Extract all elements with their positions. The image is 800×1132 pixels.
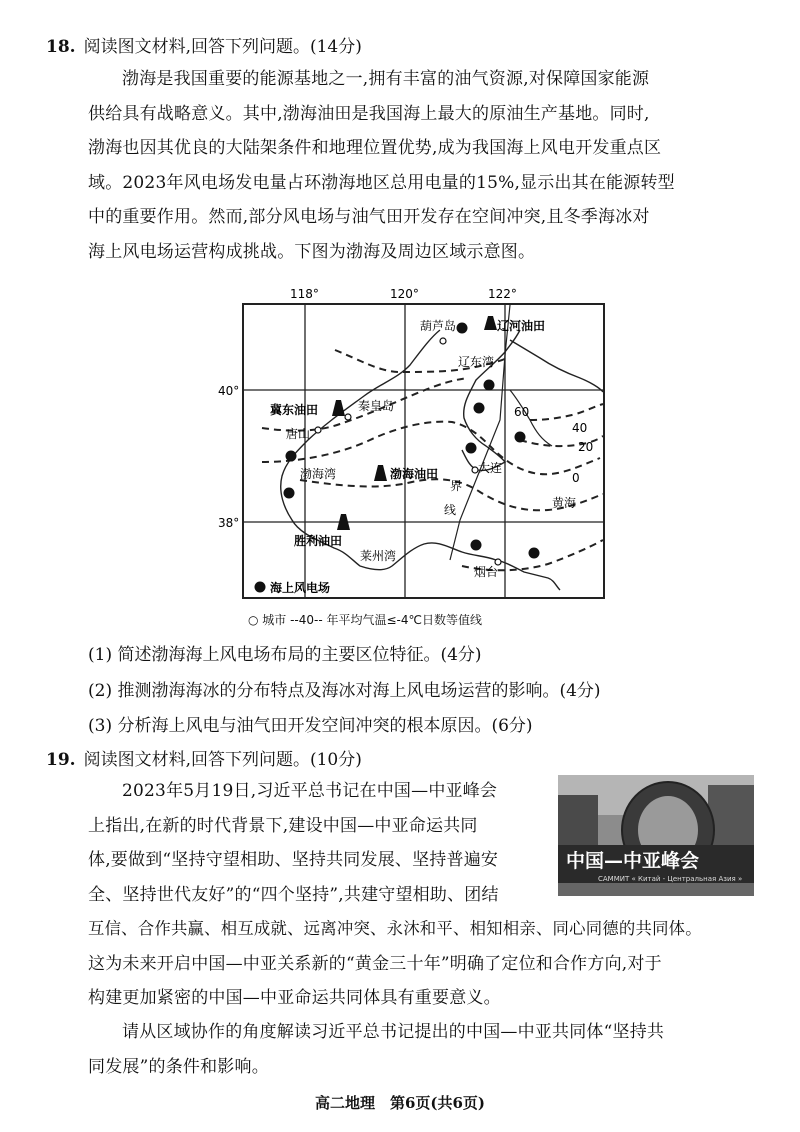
q19-prompt: 阅读图文材料,回答下列问题。(10分) (83, 750, 362, 770)
q19-header (46, 745, 362, 770)
q18-line: 域。2023年风电场发电量占环渤海地区总用电量的15%,显示出其在能源转型 (88, 172, 675, 193)
q18-line: 供给具有战略意义。其中,渤海油田是我国海上最大的原油生产基地。同时, (88, 103, 650, 124)
q19-material-top (88, 774, 548, 912)
legend-windfarm-label: 海上风电场 (270, 581, 331, 595)
windfarm-dot (515, 432, 526, 443)
summit-sign-sub: САММИТ « Китай - Центральная Азия » (598, 875, 743, 883)
windfarm-dot-legend (255, 582, 266, 593)
q18-line: 渤海是我国重要的能源基地之一,拥有丰富的油气资源,对保障国家能源 (122, 69, 650, 89)
lon-label-122: 122° (488, 287, 517, 301)
windfarm-dot (484, 380, 495, 391)
label-jidong: 冀东油田 (270, 403, 319, 417)
isoline-label-40: 40 (572, 421, 588, 435)
q19-question-line: 同发展”的条件和影响。 (88, 1056, 269, 1077)
label-boundary-xian: 线 (444, 503, 457, 517)
label-bohaiwan: 渤海湾 (300, 467, 337, 481)
windfarm-dot (457, 323, 468, 334)
q18-line: 海上风电场运营构成挑战。下图为渤海及周边区域示意图。 (88, 241, 536, 262)
windfarm-dot (286, 451, 297, 462)
q19-line: 上指出,在新的时代背景下,建设中国—中亚命运共同 (88, 815, 478, 836)
summit-photo-art (558, 775, 754, 896)
windfarm-dot (466, 443, 477, 454)
q19-question-line: 请从区域协作的角度解读习近平总书记提出的中国—中亚共同体“坚持共 (122, 1022, 665, 1042)
lat-label-40: 40° (218, 384, 240, 398)
q19-material-bottom (88, 912, 748, 1016)
q19-line: 体,要做到“坚持守望相助、坚持共同发展、坚持普遍安 (88, 850, 499, 870)
isoline-label-0: 0 (572, 471, 580, 485)
label-boundary-jie: 界 (450, 479, 463, 493)
summit-photo (558, 775, 754, 896)
windfarm-dot (529, 548, 540, 559)
label-liaodongwan: 辽东湾 (458, 355, 495, 369)
lon-label-120: 120° (390, 287, 419, 301)
label-shengli: 胜利油田 (294, 534, 343, 548)
windfarm-dot (474, 403, 485, 414)
q19-line: 构建更加紧密的中国—中亚命运共同体具有重要意义。 (88, 988, 501, 1008)
label-liaohe: 辽河油田 (497, 319, 546, 333)
windfarm-dot (471, 540, 482, 551)
q19-question (88, 1015, 748, 1084)
isoline-label-60: 60 (514, 405, 530, 419)
label-bohai-oilfield: 渤海油田 (390, 467, 439, 481)
q18-subquestion-1: (1) 简述渤海海上风电场布局的主要区位特征。(4分) (88, 645, 482, 665)
summit-sign-main: 中国—中亚峰会 (566, 850, 700, 872)
q19-line: 全、坚持世代友好”的“四个坚持”,共建守望相助、团结 (88, 884, 499, 905)
q18-prompt: 阅读图文材料,回答下列问题。(14分) (83, 37, 362, 57)
q18-line: 中的重要作用。然而,部分风电场与油气田开发存在空间冲突,且冬季海冰对 (88, 207, 650, 227)
label-laizhouwan: 莱州湾 (360, 549, 397, 563)
q19-line: 这为未来开启中国—中亚关系新的“黄金三十年”明确了定位和合作方向,对于 (88, 953, 662, 974)
label-huanghai: 黄海 (552, 496, 577, 510)
q18-subquestion-3: (3) 分析海上风电与油气田开发空间冲突的根本原因。(6分) (88, 716, 533, 736)
q19-number: 19. (46, 750, 76, 770)
q18-number: 18. (46, 37, 76, 57)
q19-line: 互信、合作共赢、相互成就、远离冲突、永沐和平、相知相亲、同心同德的共同体。 (88, 919, 702, 938)
windfarm-dot (284, 488, 295, 499)
isoline-label-20: 20 (578, 440, 594, 454)
q18-line: 渤海也因其优良的大陆架条件和地理位置优势,成为我国海上风电开发重点区 (88, 138, 662, 158)
label-tangshan: 唐山 (286, 427, 311, 441)
q19-line: 2023年5月19日,习近平总书记在中国—中亚峰会 (122, 781, 498, 801)
lat-label-38: 38° (218, 516, 240, 530)
label-yantai: 烟台 (474, 565, 499, 579)
label-qinhuangdao: 秦皇岛 (358, 399, 395, 413)
label-huludao: 葫芦岛 (420, 319, 457, 333)
page-footer: 高二地理 第6页(共6页) (314, 1094, 486, 1112)
label-dalian: 大连 (478, 461, 503, 475)
q18-subquestion-2: (2) 推测渤海海冰的分布特点及海冰对海上风电场运营的影响。(4分) (88, 681, 601, 701)
lon-label-118: 118° (290, 287, 319, 301)
map-legend: ○ 城市 --40-- 年平均气温≤-4℃日数等值线 (248, 613, 483, 627)
